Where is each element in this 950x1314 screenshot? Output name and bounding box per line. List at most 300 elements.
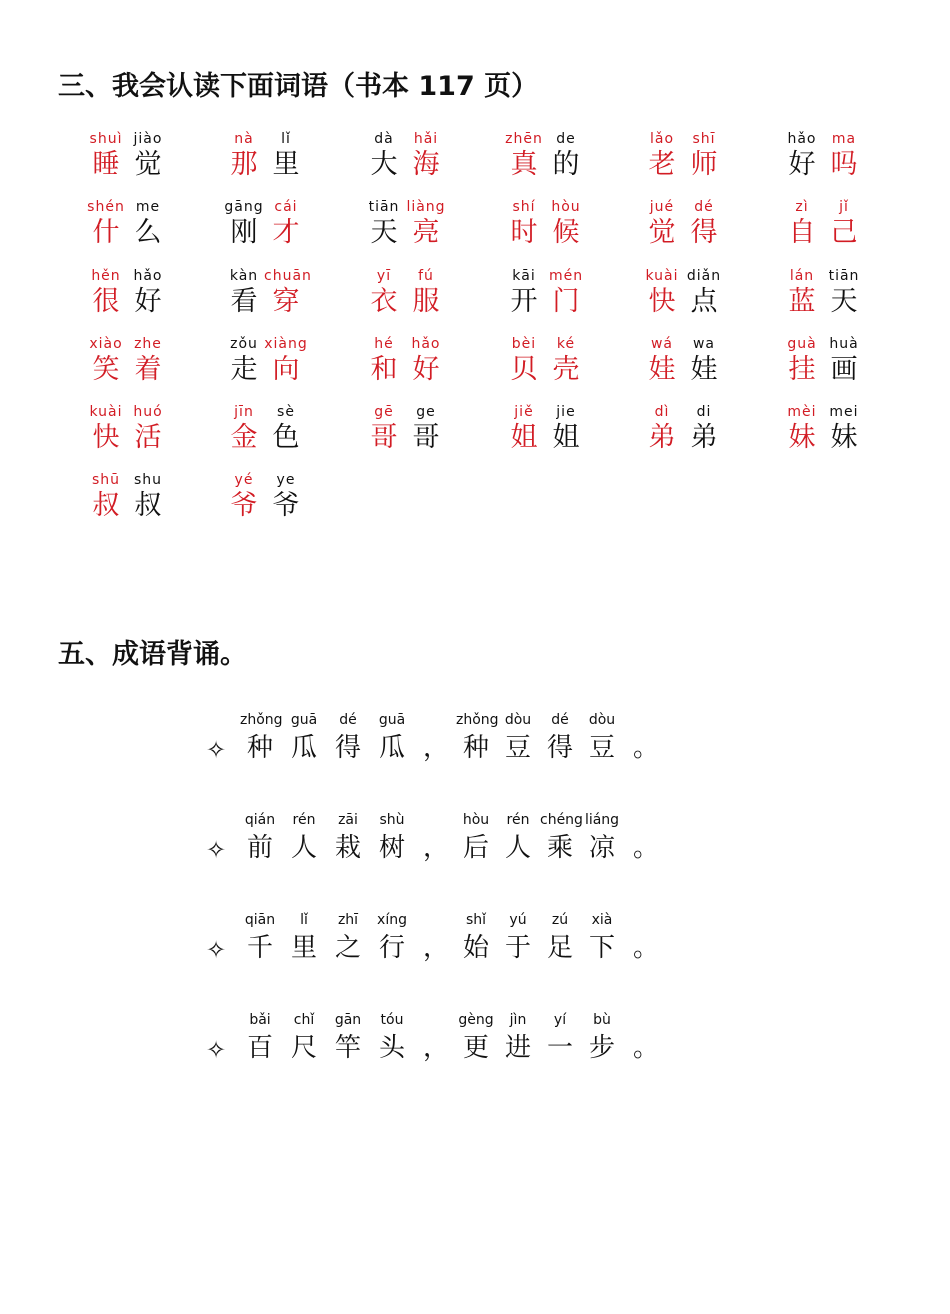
vocab-syllable <box>264 267 312 319</box>
hanzi: 那 <box>230 149 258 180</box>
pinyin <box>626 910 666 930</box>
idiom-char <box>416 810 456 866</box>
pinyin: zhī <box>337 912 359 928</box>
idiom-char <box>328 810 368 866</box>
pinyin <box>626 810 666 830</box>
vocab-syllable <box>640 198 684 250</box>
pinyin: sè <box>277 404 295 420</box>
pinyin: lǐ <box>300 912 308 928</box>
vocab-syllable <box>222 198 266 250</box>
vocab-syllable <box>84 267 128 319</box>
idiom-char <box>284 710 324 766</box>
pinyin: jiào <box>133 131 163 147</box>
idiom-char <box>416 910 456 966</box>
vocab-syllable <box>780 130 824 182</box>
hanzi: 后 <box>462 833 489 863</box>
hanzi: 。 <box>632 1033 659 1063</box>
pinyin: mén <box>548 268 584 284</box>
hanzi: 壳 <box>552 354 580 385</box>
hanzi: 步 <box>588 1033 615 1063</box>
pinyin <box>416 710 456 730</box>
pinyin: cái <box>274 199 298 215</box>
vocab-syllable <box>264 198 308 250</box>
pinyin: gèng <box>458 1012 494 1028</box>
vocab-syllable <box>404 130 448 182</box>
hanzi: 瓜 <box>378 733 405 763</box>
vocab-word <box>84 198 194 258</box>
vocab-word <box>640 198 750 258</box>
vocab-word <box>84 335 194 395</box>
idiom-char <box>372 1010 412 1066</box>
hanzi: 妹 <box>788 422 816 453</box>
section-3-title: 三、我会认读下面词语（书本 117 页） <box>58 71 539 102</box>
hanzi: 行 <box>378 933 405 963</box>
pinyin: shù <box>379 812 405 828</box>
vocab-syllable <box>640 335 684 387</box>
vocab-syllable <box>362 335 406 387</box>
idiom-char <box>328 910 368 966</box>
vocab-syllable <box>362 130 406 182</box>
idiom-row <box>206 910 666 980</box>
hanzi: 服 <box>412 286 440 317</box>
vocab-syllable <box>502 130 546 182</box>
pinyin: shū <box>91 472 121 488</box>
pinyin: dé <box>339 712 357 728</box>
pinyin: guā <box>378 712 406 728</box>
idiom-char <box>328 710 368 766</box>
vocab-syllable <box>682 198 726 250</box>
hanzi: 金 <box>230 422 258 453</box>
pinyin: xià <box>591 912 613 928</box>
pinyin: chéng <box>540 812 583 828</box>
vocab-syllable <box>126 403 170 455</box>
hanzi: 哥 <box>370 422 398 453</box>
vocab-syllable <box>404 198 448 250</box>
vocab-word <box>502 130 612 190</box>
pinyin: qián <box>244 812 276 828</box>
idiom-char <box>498 710 538 766</box>
hanzi: 千 <box>246 933 273 963</box>
vocab-word <box>780 198 890 258</box>
vocab-word <box>640 130 750 190</box>
vocab-syllable <box>126 198 170 250</box>
hanzi: 豆 <box>588 733 615 763</box>
hanzi: 吗 <box>830 149 858 180</box>
hanzi: 挂 <box>788 354 816 385</box>
pinyin: gāng <box>224 199 264 215</box>
vocab-word <box>362 130 472 190</box>
hanzi: 亮 <box>412 217 440 248</box>
pinyin: jìn <box>509 1012 527 1028</box>
idiom-char <box>582 810 622 866</box>
pinyin: chǐ <box>293 1012 315 1028</box>
pinyin: dòu <box>588 712 616 728</box>
idiom-char <box>498 810 538 866</box>
vocab-syllable <box>84 198 128 250</box>
hanzi: 才 <box>272 217 300 248</box>
vocab-syllable <box>682 335 726 387</box>
pinyin: tóu <box>380 1012 404 1028</box>
vocab-word <box>502 335 612 395</box>
pinyin: wa <box>692 336 716 352</box>
vocab-syllable <box>502 198 546 250</box>
idiom-row <box>206 1010 666 1080</box>
idiom-char <box>540 810 583 866</box>
hanzi: 叔 <box>92 490 120 521</box>
pinyin: shuì <box>89 131 123 147</box>
vocab-word <box>640 403 750 463</box>
vocab-syllable <box>822 198 866 250</box>
vocab-syllable <box>84 403 128 455</box>
vocab-syllable <box>84 130 128 182</box>
hanzi: 着 <box>134 354 162 385</box>
pinyin: rén <box>506 812 530 828</box>
hanzi: 妹 <box>830 422 858 453</box>
pinyin <box>416 1010 456 1030</box>
pinyin: zhǒng <box>456 712 499 728</box>
pinyin: zǒu <box>230 336 258 352</box>
hanzi: 更 <box>462 1033 489 1063</box>
sparkle-bullet-icon: ✧ <box>206 736 227 764</box>
hanzi: 一 <box>546 1033 573 1063</box>
pinyin: hǎo <box>133 268 163 284</box>
pinyin: zāi <box>338 812 358 828</box>
vocab-syllable <box>544 403 588 455</box>
hanzi: 好 <box>788 149 816 180</box>
idiom-char <box>626 710 666 766</box>
vocab-word <box>640 335 750 395</box>
vocab-word <box>222 130 332 190</box>
pinyin: me <box>135 199 161 215</box>
pinyin: huó <box>133 404 163 420</box>
pinyin: shí <box>512 199 536 215</box>
hanzi: 头 <box>378 1033 405 1063</box>
idiom-char <box>240 910 280 966</box>
hanzi: 贝 <box>510 354 538 385</box>
pinyin: kuài <box>89 404 123 420</box>
pinyin: jie <box>556 404 576 420</box>
idiom-char <box>456 710 499 766</box>
hanzi: 下 <box>588 933 615 963</box>
pinyin: nà <box>234 131 254 147</box>
idiom-char <box>240 1010 280 1066</box>
pinyin: huà <box>829 336 859 352</box>
hanzi: 己 <box>830 217 858 248</box>
vocab-syllable <box>84 335 128 387</box>
pinyin: ma <box>831 131 857 147</box>
pinyin: shén <box>87 199 125 215</box>
pinyin: dì <box>654 404 670 420</box>
hanzi: 很 <box>92 286 120 317</box>
pinyin: shu <box>133 472 163 488</box>
pinyin: tiān <box>368 199 400 215</box>
hanzi: 哥 <box>412 422 440 453</box>
pinyin: qiān <box>244 912 276 928</box>
hanzi: 觉 <box>134 149 162 180</box>
hanzi: 里 <box>290 933 317 963</box>
pinyin: fú <box>418 268 434 284</box>
vocab-syllable <box>780 267 824 319</box>
idiom-char <box>416 1010 456 1066</box>
vocab-word <box>222 403 332 463</box>
vocab-word <box>780 130 890 190</box>
pinyin: jǐ <box>839 199 849 215</box>
vocab-syllable <box>222 267 266 319</box>
vocab-syllable <box>84 471 128 523</box>
hanzi: 姐 <box>510 422 538 453</box>
pinyin: dé <box>551 712 569 728</box>
hanzi: 树 <box>378 833 405 863</box>
sparkle-bullet-icon: ✧ <box>206 836 227 864</box>
sparkle-bullet-icon: ✧ <box>206 1036 227 1064</box>
idiom-char <box>328 1010 368 1066</box>
vocab-word <box>84 267 194 327</box>
idiom-char <box>240 710 283 766</box>
hanzi: 弟 <box>690 422 718 453</box>
hanzi: 时 <box>510 217 538 248</box>
pinyin: guà <box>787 336 817 352</box>
hanzi: 刚 <box>230 217 258 248</box>
vocab-word <box>222 335 332 395</box>
pinyin: zhēn <box>505 131 543 147</box>
pinyin: ké <box>556 336 576 352</box>
vocab-word <box>780 403 890 463</box>
pinyin: chuān <box>264 268 312 284</box>
hanzi: 睡 <box>92 149 120 180</box>
pinyin: xiàng <box>264 336 308 352</box>
pinyin: yī <box>376 268 392 284</box>
vocab-syllable <box>640 267 684 319</box>
hanzi: 看 <box>230 286 258 317</box>
pinyin: kāi <box>512 268 536 284</box>
vocab-syllable <box>682 267 726 319</box>
vocab-syllable <box>264 471 308 523</box>
vocab-syllable <box>682 403 726 455</box>
vocab-syllable <box>544 267 588 319</box>
vocab-syllable <box>502 403 546 455</box>
hanzi: 好 <box>134 286 162 317</box>
vocab-syllable <box>780 198 824 250</box>
hanzi: 色 <box>272 422 300 453</box>
vocab-word <box>84 403 194 463</box>
pinyin: zú <box>551 912 569 928</box>
vocab-syllable <box>502 267 546 319</box>
vocab-word <box>780 335 890 395</box>
idiom-char <box>540 710 580 766</box>
pinyin: zhe <box>134 336 162 352</box>
pinyin: de <box>556 131 576 147</box>
hanzi: 得 <box>546 733 573 763</box>
pinyin: dà <box>374 131 394 147</box>
hanzi: 快 <box>648 286 676 317</box>
hanzi: 点 <box>690 286 718 317</box>
pinyin: hǎo <box>787 131 817 147</box>
hanzi: 娃 <box>690 354 718 385</box>
hanzi: 蓝 <box>788 286 816 317</box>
vocab-syllable <box>404 335 448 387</box>
hanzi: 爷 <box>272 490 300 521</box>
idiom-char <box>498 1010 538 1066</box>
vocab-syllable <box>222 471 266 523</box>
vocab-syllable <box>362 403 406 455</box>
pinyin: lǐ <box>281 131 291 147</box>
hanzi: 乘 <box>546 833 573 863</box>
hanzi: ， <box>422 733 449 763</box>
pinyin: rén <box>292 812 316 828</box>
vocab-syllable <box>126 335 170 387</box>
idiom-char <box>626 910 666 966</box>
hanzi: ， <box>422 1033 449 1063</box>
pinyin: kuài <box>645 268 679 284</box>
pinyin: dé <box>694 199 714 215</box>
hanzi: 和 <box>370 354 398 385</box>
hanzi: 候 <box>552 217 580 248</box>
hanzi: 自 <box>788 217 816 248</box>
hanzi: 种 <box>246 733 273 763</box>
pinyin: zhǒng <box>240 712 283 728</box>
pinyin: hǎi <box>413 131 439 147</box>
pinyin: bèi <box>511 336 537 352</box>
vocab-word <box>362 403 472 463</box>
vocab-word <box>502 267 612 327</box>
pinyin: yí <box>553 1012 567 1028</box>
hanzi: 天 <box>830 286 858 317</box>
pinyin: hěn <box>91 268 121 284</box>
idiom-row <box>206 710 666 780</box>
pinyin: lán <box>789 268 815 284</box>
idiom-char <box>626 810 666 866</box>
pinyin: jué <box>649 199 675 215</box>
pinyin: liáng <box>584 812 620 828</box>
idiom-char <box>582 710 622 766</box>
pinyin: shǐ <box>465 912 487 928</box>
vocab-syllable <box>264 335 308 387</box>
pinyin: yé <box>234 472 254 488</box>
pinyin: xíng <box>377 912 407 928</box>
hanzi: 好 <box>412 354 440 385</box>
hanzi: 的 <box>552 149 580 180</box>
vocab-syllable <box>780 403 824 455</box>
idiom-char <box>498 910 538 966</box>
pinyin: di <box>696 404 712 420</box>
pinyin: kàn <box>229 268 259 284</box>
pinyin: liàng <box>406 199 446 215</box>
idiom-char <box>284 1010 324 1066</box>
hanzi: 快 <box>92 422 120 453</box>
idiom-char <box>284 810 324 866</box>
hanzi: 之 <box>334 933 361 963</box>
vocab-word <box>640 267 750 327</box>
pinyin: gān <box>334 1012 362 1028</box>
hanzi: 百 <box>246 1033 273 1063</box>
pinyin: wá <box>650 336 674 352</box>
hanzi: 凉 <box>588 833 615 863</box>
hanzi: 走 <box>230 354 258 385</box>
idiom-char <box>372 910 412 966</box>
idiom-char <box>456 810 496 866</box>
hanzi: 么 <box>134 217 162 248</box>
pinyin: ge <box>416 404 436 420</box>
idiom-char <box>626 1010 666 1066</box>
hanzi: 老 <box>648 149 676 180</box>
hanzi: 瓜 <box>290 733 317 763</box>
vocab-syllable <box>222 130 266 182</box>
vocab-syllable <box>222 335 266 387</box>
hanzi: 栽 <box>334 833 361 863</box>
hanzi: 竿 <box>334 1033 361 1063</box>
vocab-word <box>362 267 472 327</box>
hanzi: 师 <box>690 149 718 180</box>
pinyin: zì <box>795 199 809 215</box>
hanzi: 娃 <box>648 354 676 385</box>
hanzi: 。 <box>632 733 659 763</box>
vocab-syllable <box>544 198 588 250</box>
hanzi: 于 <box>504 933 531 963</box>
idiom-char <box>582 1010 622 1066</box>
idiom-char <box>540 1010 580 1066</box>
pinyin <box>626 1010 666 1030</box>
hanzi: 衣 <box>370 286 398 317</box>
vocab-syllable <box>222 403 266 455</box>
idiom-char <box>284 910 324 966</box>
vocab-syllable <box>544 130 588 182</box>
hanzi: 。 <box>632 933 659 963</box>
pinyin: shī <box>692 131 716 147</box>
hanzi: 得 <box>334 733 361 763</box>
vocab-syllable <box>822 335 866 387</box>
hanzi: 豆 <box>504 733 531 763</box>
pinyin: mèi <box>787 404 817 420</box>
vocab-syllable <box>264 130 308 182</box>
hanzi: 爷 <box>230 490 258 521</box>
hanzi: 尺 <box>290 1033 317 1063</box>
hanzi: 画 <box>830 354 858 385</box>
hanzi: 弟 <box>648 422 676 453</box>
hanzi: 前 <box>246 833 273 863</box>
hanzi: 大 <box>370 149 398 180</box>
vocab-syllable <box>780 335 824 387</box>
pinyin: bǎi <box>249 1012 271 1028</box>
vocab-syllable <box>126 471 170 523</box>
vocab-syllable <box>682 130 726 182</box>
vocab-syllable <box>544 335 588 387</box>
pinyin: ye <box>276 472 296 488</box>
vocab-word <box>84 471 194 531</box>
hanzi: 。 <box>632 833 659 863</box>
hanzi: ， <box>422 833 449 863</box>
vocab-word <box>362 335 472 395</box>
hanzi: 门 <box>552 286 580 317</box>
idiom-char <box>372 810 412 866</box>
idiom-char <box>582 910 622 966</box>
vocab-syllable <box>126 267 170 319</box>
vocab-word <box>222 471 332 531</box>
pinyin: yú <box>509 912 527 928</box>
vocab-syllable <box>264 403 308 455</box>
pinyin: jīn <box>234 404 254 420</box>
vocab-word <box>362 198 472 258</box>
hanzi: 人 <box>290 833 317 863</box>
idiom-char <box>540 910 580 966</box>
hanzi: 觉 <box>648 217 676 248</box>
hanzi: 姐 <box>552 422 580 453</box>
idiom-row <box>206 810 666 880</box>
hanzi: 得 <box>690 217 718 248</box>
hanzi: 真 <box>510 149 538 180</box>
hanzi: 天 <box>370 217 398 248</box>
hanzi: 进 <box>504 1033 531 1063</box>
vocab-word <box>84 130 194 190</box>
